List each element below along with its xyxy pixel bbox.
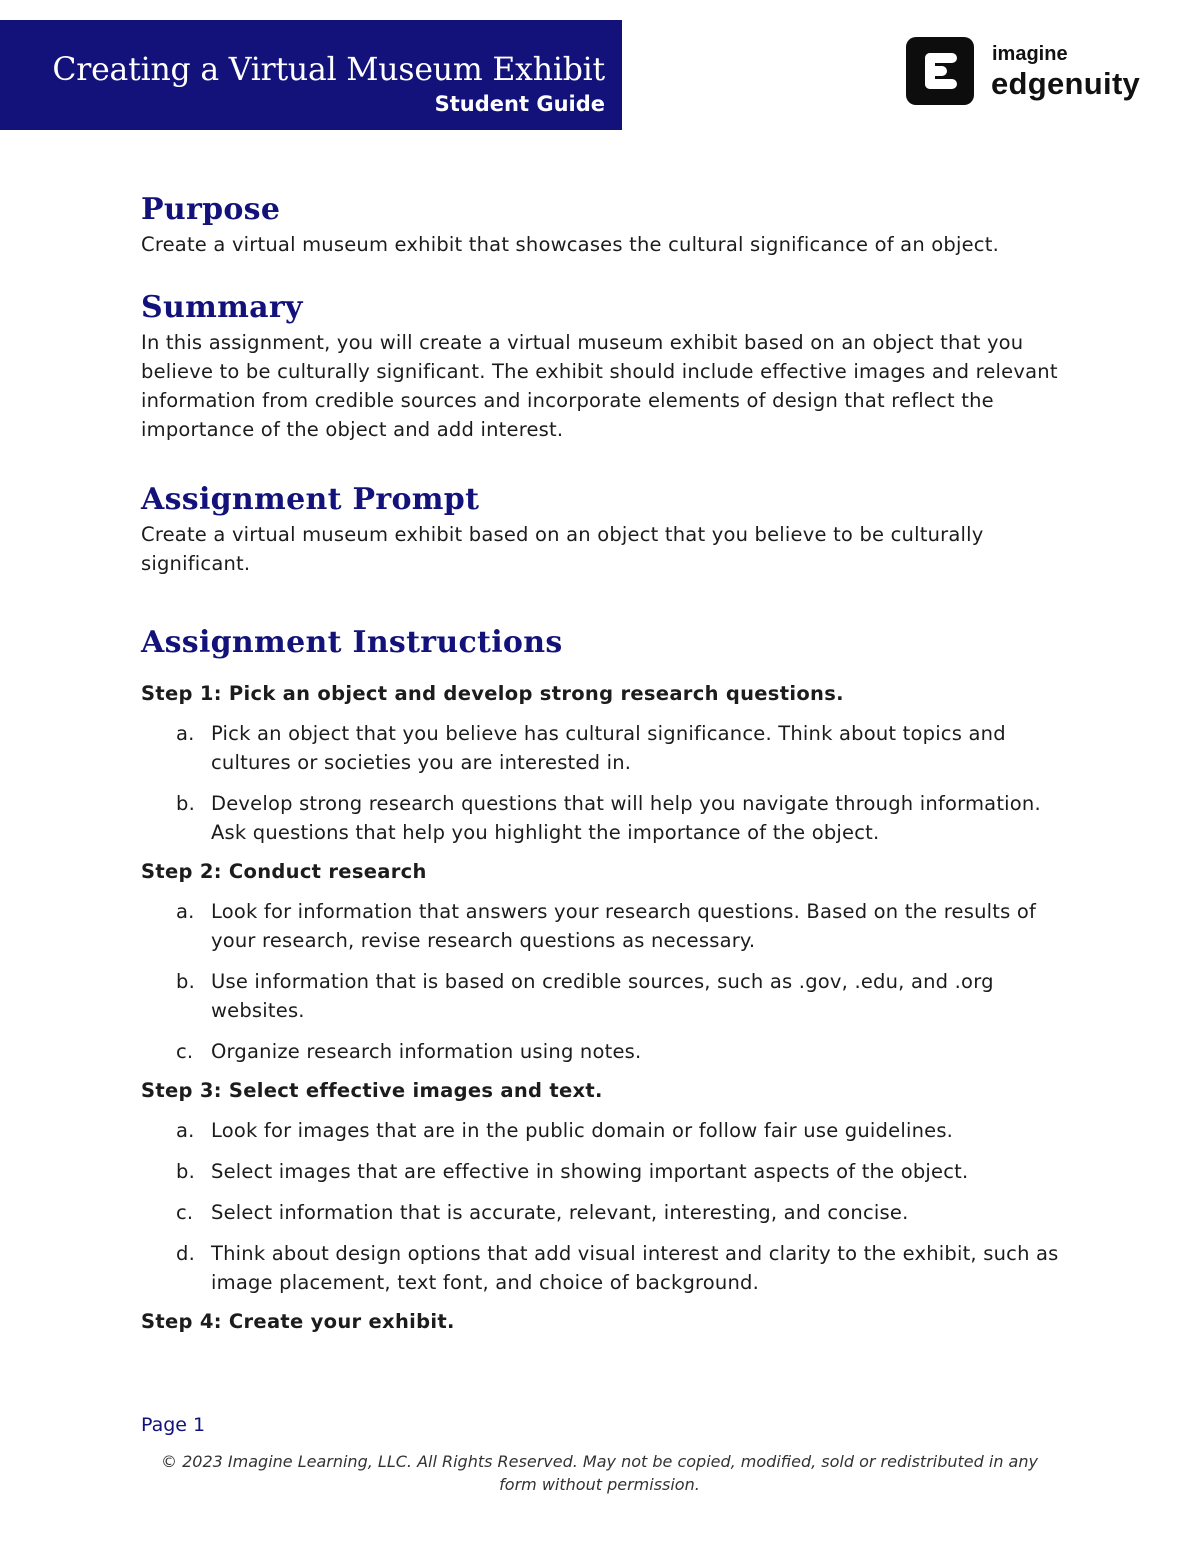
purpose-heading: Purpose [141,192,281,227]
list-item [141,1157,1071,1186]
step-list [141,719,1071,847]
list-item [141,967,1071,1025]
list-marker: a. [176,900,195,923]
summary-heading: Summary [141,290,303,325]
list-item-text: Look for information that answers your research questions. Based on the results of your research, revise research questions as necessary. [211,900,1037,952]
list-item-text: Use information that is based on credible sources, such as .gov, .edu, and .org websites. [211,970,994,1022]
instructions-section [141,623,1071,1335]
list-item [141,789,1071,847]
list-item-text: Look for images that are in the public domain or follow fair use guidelines. [211,1119,954,1142]
summary-section [141,288,1071,444]
list-item [141,1037,1071,1066]
step-list [141,1116,1071,1297]
summary-text: In this assignment, you will create a virtual museum exhibit based on an object that you believe to be culturally significant. The exhibit should include effective images and relevant information from credible sources and incorporate elements of design that reflect the importance of the object and add interest. [141,331,1058,441]
list-item-text: Pick an object that you believe has cultural significance. Think about topics and cultures or societies you are interested in. [211,722,1006,774]
prompt-section [141,480,1071,578]
purpose-section [141,190,1071,259]
list-item [141,1239,1071,1297]
instructions-heading: Assignment Instructions [141,625,563,660]
document-title: Creating a Virtual Museum Exhibit [52,52,605,88]
list-item-text: Think about design options that add visual interest and clarity to the exhibit, such as image placement, text font, and choice of background. [211,1242,1059,1294]
step-title: Step 1: Pick an object and develop strong research questions. [141,682,844,705]
edgenuity-e-logo-icon [906,37,974,105]
list-marker: b. [176,1160,195,1183]
step-title: Step 2: Conduct research [141,860,427,883]
list-item [141,897,1071,955]
prompt-heading: Assignment Prompt [141,482,480,517]
logo-text-edgenuity: edgenuity [991,66,1141,101]
list-item-text: Develop strong research questions that will help you navigate through information. Ask questions that help you highlight the importance of the object. [211,792,1041,844]
step-title: Step 4: Create your exhibit. [141,1310,455,1333]
list-marker: d. [176,1242,195,1265]
document-subtitle: Student Guide [434,92,605,116]
logo-text-imagine: imagine [992,43,1068,65]
prompt-text: Create a virtual museum exhibit based on an object that you believe to be culturally significant. [141,523,984,575]
step-list [141,897,1071,1066]
list-item [141,1116,1071,1145]
list-item [141,1198,1071,1227]
header-banner [0,20,622,130]
page-number: Page 1 [141,1414,206,1436]
step-title: Step 3: Select effective images and text. [141,1079,603,1102]
list-item-text: Select images that are effective in showing important aspects of the object. [211,1160,969,1183]
copyright-notice: © 2023 Imagine Learning, LLC. All Rights Reserved. May not be copied, modified, sold or redistributed in any form without permission. [161,1452,1038,1494]
edgenuity-logo [906,37,1146,105]
list-item [141,719,1071,777]
document-body [141,190,1071,1335]
list-marker: c. [176,1040,194,1063]
list-marker: b. [176,970,195,993]
purpose-text: Create a virtual museum exhibit that showcases the cultural significance of an object. [141,233,999,256]
list-marker: b. [176,792,195,815]
list-marker: c. [176,1201,194,1224]
list-item-text: Organize research information using notes. [211,1040,642,1063]
list-marker: a. [176,722,195,745]
list-item-text: Select information that is accurate, relevant, interesting, and concise. [211,1201,909,1224]
list-marker: a. [176,1119,195,1142]
